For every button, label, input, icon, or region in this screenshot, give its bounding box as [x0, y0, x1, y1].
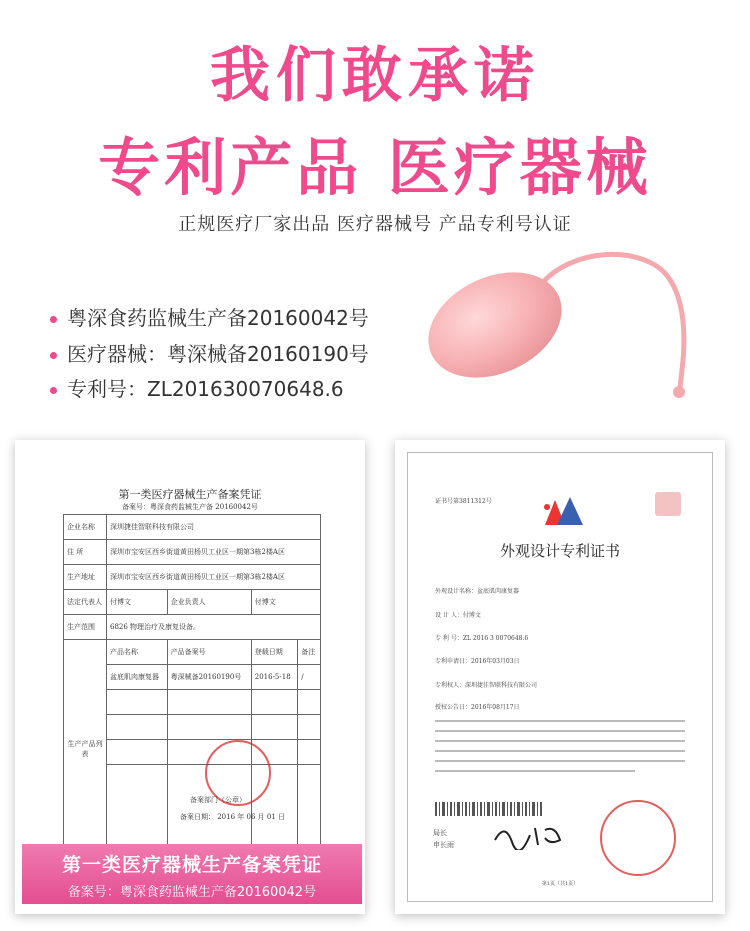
- bullet-production-record: [50, 302, 369, 331]
- site-label: 生产地址: [64, 565, 107, 590]
- bullet-device-record: [50, 338, 369, 367]
- address-value: 深圳市宝安区西乡街道黄田杨贝工业区一期第3栋2楼A区: [107, 540, 321, 565]
- products-label: 生产产品列表: [64, 640, 107, 858]
- cert2-designer: 设 计 人：付博文: [435, 612, 481, 619]
- bullet-patent-no: [50, 373, 344, 402]
- col-date: 登载日期: [251, 640, 297, 665]
- design-patent-certificate: [395, 440, 725, 914]
- row-no: 粤深械备20160190号: [167, 665, 251, 690]
- bullet-dot-icon: [50, 316, 57, 323]
- cert2-filing-date: 专利申请日：2016年03月03日: [435, 658, 520, 665]
- product-image: [420, 240, 720, 410]
- cert2-cert-no: 证书号第3811312号: [435, 498, 492, 505]
- legal-label: 法定代表人: [64, 590, 107, 615]
- banner-title: 第一类医疗器械生产备案凭证: [61, 854, 322, 876]
- bullet-text: 医疗器械：粤深械备20160190号: [67, 342, 369, 366]
- cert1-record-no: 备案号：粤深食药监械生产备 20160042号: [122, 503, 258, 511]
- bullet-dot-icon: [50, 387, 57, 394]
- patent-office-emblem-icon: [535, 495, 595, 535]
- cert2-holder: 专利权人：深圳捷佳智联科技有限公司: [435, 682, 538, 689]
- company-label: 企业名称: [64, 515, 107, 540]
- headline-line1: 我们敢承诺: [210, 41, 540, 111]
- cert2-grant-date: 授权公告日：2016年08月17日: [435, 704, 520, 711]
- security-label-icon: [653, 490, 683, 520]
- bullet-text: 粤深食药监械生产备20160042号: [67, 306, 369, 330]
- scope-value: 6826 物理治疗及康复设备。: [107, 615, 321, 640]
- barcode: [435, 802, 545, 816]
- address-label: 住 所: [64, 540, 107, 565]
- cert1-title: 第一类医疗器械生产备案凭证: [118, 488, 262, 501]
- bullet-dot-icon: [50, 352, 57, 359]
- company-value: 深圳捷佳智联科技有限公司: [107, 515, 321, 540]
- banner-record-no: 备案号：粤深食药监械生产备20160042号: [67, 885, 317, 900]
- col-note: 备注: [298, 640, 321, 665]
- patent-office-seal-stamp: [600, 800, 676, 876]
- owner-label: 企业负责人: [167, 590, 251, 615]
- col-name: 产品名称: [107, 640, 168, 665]
- col-no: 产品备案号: [167, 640, 251, 665]
- production-record-certificate: [15, 440, 365, 914]
- headline-subtitle: 正规医疗厂家出品 医疗器械号 产品专利号认证: [178, 214, 572, 235]
- cert2-director-name: 申长雨: [433, 841, 454, 849]
- row-name: 盆底肌肉康复器: [107, 665, 168, 690]
- legal-value: 付博文: [107, 590, 168, 615]
- owner-value: 付博文: [251, 590, 320, 615]
- certificate-banner: [22, 844, 362, 904]
- bullet-text: 专利号：ZL201630070648.6: [67, 377, 344, 401]
- cert1-dept: 备案部门（公章）: [190, 796, 246, 804]
- headline-line2: 专利产品 医疗器械: [98, 131, 652, 204]
- cert2-director-label: 局长: [433, 829, 447, 837]
- cert2-page: 第1页（共1页）: [541, 881, 579, 887]
- cert2-design-name: 外观设计名称：盆底肌肉康复器: [435, 588, 520, 595]
- cert2-title: 外观设计专利证书: [499, 542, 620, 560]
- cert1-date: 备案日期： 2016 年 06 月 01 日: [180, 813, 285, 821]
- cert2-body-text: [435, 718, 685, 778]
- row-date: 2016-5-18: [251, 665, 297, 690]
- row-note: /: [298, 665, 321, 690]
- cert1-table: [63, 514, 321, 858]
- director-signature: [490, 820, 570, 850]
- cert2-patent-no: 专 利 号：ZL 2016 3 0070648.6: [435, 635, 529, 642]
- scope-label: 生产范围: [64, 615, 107, 640]
- site-value: 深圳市宝安区西乡街道黄田杨贝工业区一期第3栋2楼A区: [107, 565, 321, 590]
